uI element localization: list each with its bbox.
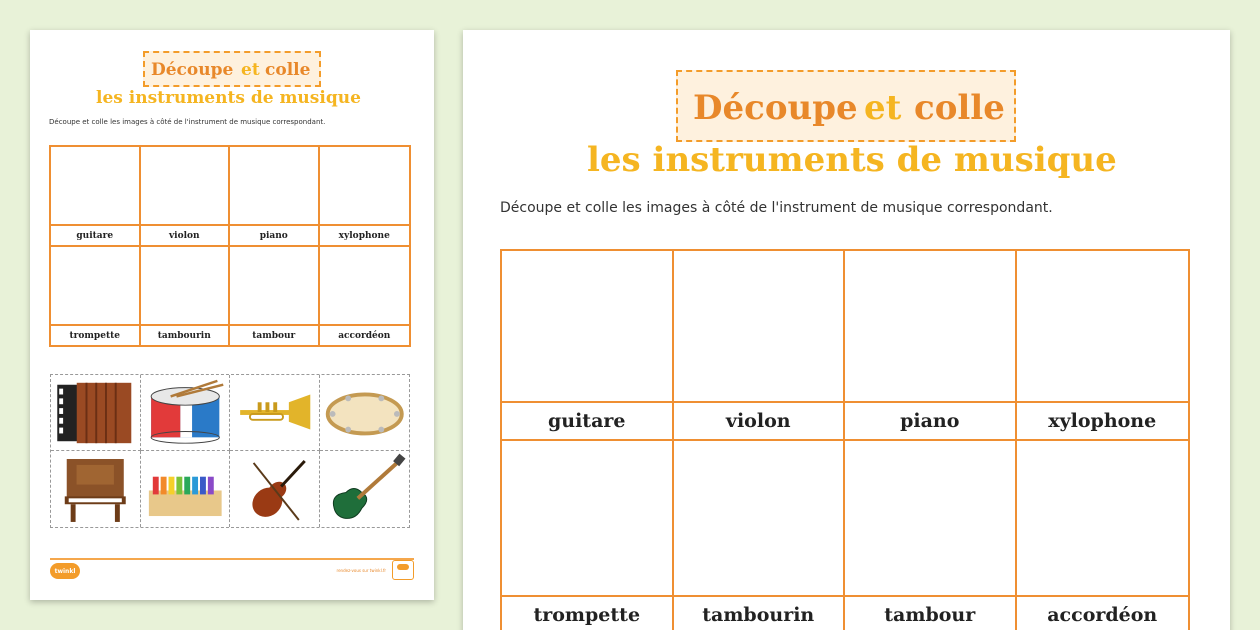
grid-cell (845, 251, 1017, 439)
cell-label: piano (845, 401, 1015, 439)
footer-line (50, 558, 414, 560)
title-word-colle: colle (914, 88, 1005, 128)
grid-cell (141, 245, 231, 345)
grid-cell (51, 245, 141, 345)
tambourine-icon (320, 375, 410, 451)
title-line2: les instruments de musique (96, 88, 361, 108)
violin-icon (230, 451, 320, 527)
grid-cell (230, 245, 320, 345)
drum-icon (141, 375, 231, 451)
accordion-icon (51, 375, 141, 451)
title-line2: les instruments de musique (587, 140, 1117, 180)
instructions: Découpe et colle les images à côté de l'instrument de musique correspondant. (500, 200, 1053, 216)
title-word-et: et (241, 60, 260, 80)
grid-cell (51, 147, 141, 245)
cell-label: tambourin (674, 595, 844, 630)
cell-label: violon (674, 401, 844, 439)
grid-cell (1017, 251, 1189, 439)
grid-cell (674, 439, 846, 630)
cell-label: trompette (502, 595, 672, 630)
cell-label: guitare (502, 401, 672, 439)
title-word-decoupe: Découpe (693, 88, 858, 128)
instructions: Découpe et colle les images à côté de l'instrument de musique correspondant. (49, 118, 326, 126)
grid-cell (674, 251, 846, 439)
cell-label: tambour (230, 324, 318, 345)
cell-label: guitare (51, 224, 139, 245)
grid-cell (502, 251, 674, 439)
cell-label: trompette (51, 324, 139, 345)
twinkl-logo: twinkl (50, 563, 80, 579)
badge-icon (392, 560, 414, 580)
cutout-images (50, 374, 410, 528)
cell-label: xylophone (320, 224, 410, 245)
grid-cell (502, 439, 674, 630)
xylophone-icon (141, 451, 231, 527)
title-word-colle: colle (265, 60, 311, 80)
grid-cell (1017, 439, 1189, 630)
cell-label: xylophone (1017, 401, 1189, 439)
cell-label: accordéon (320, 324, 410, 345)
grid-cell (320, 245, 410, 345)
cell-label: violon (141, 224, 229, 245)
trumpet-icon (230, 375, 320, 451)
worksheet-preview-large (463, 30, 1230, 630)
grid-cell (230, 147, 320, 245)
grid-cell (141, 147, 231, 245)
worksheet-preview-small (30, 30, 434, 600)
title-word-decoupe: Découpe (151, 60, 234, 80)
cell-label: accordéon (1017, 595, 1189, 630)
title-word-et: et (864, 88, 902, 128)
cell-label: tambourin (141, 324, 229, 345)
footer-url: rendez-vous sur twinkl.fr (336, 568, 386, 573)
answer-grid (500, 249, 1190, 630)
grid-cell (845, 439, 1017, 630)
guitar-icon (320, 451, 410, 527)
cell-label: tambour (845, 595, 1015, 630)
cell-label: piano (230, 224, 318, 245)
grid-cell (320, 147, 410, 245)
piano-icon (51, 451, 141, 527)
answer-grid (49, 145, 411, 347)
